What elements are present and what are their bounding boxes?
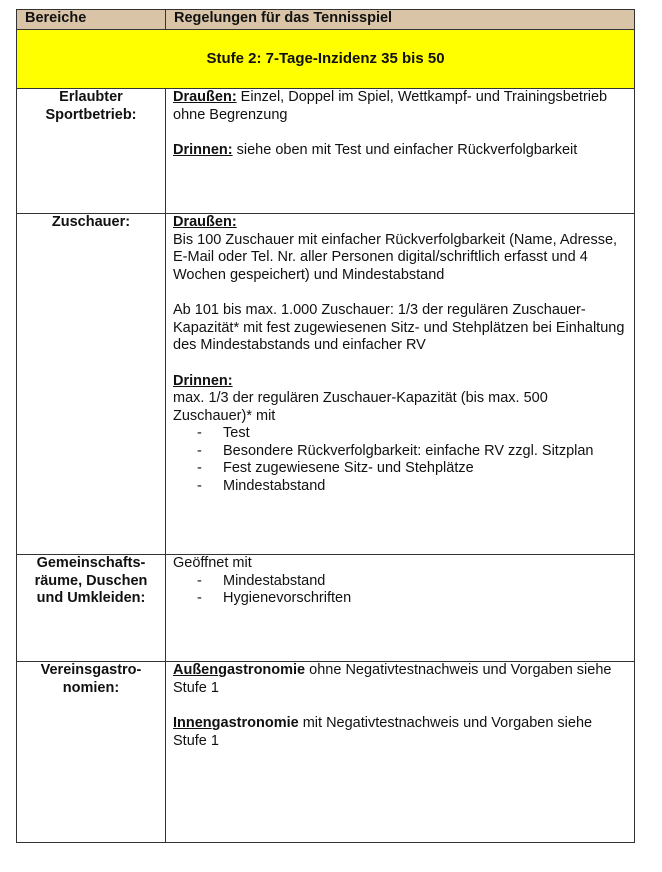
header-bereiche: Bereiche [17,10,166,30]
outdoor-gastro-bold: gastronomie [218,662,306,678]
row-content-vereinsgastronomien [166,662,635,843]
outdoor-heading: Draußen: [173,89,237,105]
row-content-zuschauer [166,214,635,555]
intro-text: Geöffnet mit [173,555,252,571]
outdoor-gastro-prefix: Außen [173,662,219,678]
outdoor-paragraph-1: Bis 100 Zuschauer mit einfacher Rückverfolgbarkeit (Name, Adresse, E-Mail oder Tel. Nr. aller Personen digital/schriftlich erfasst und 4 Wochen gespeichert) und Mindestabstand [173,231,618,283]
indoor-text: max. 1/3 der regulären Zuschauer-Kapazität (bis max. 500 Zuschauer)* mit [173,390,548,424]
list-item: - Hygienevorschriften [197,590,627,608]
row-label-vereinsgastronomien: Vereinsgastro-nomien: [17,662,166,843]
list-item: - Besondere Rückverfolgbarkeit: einfache RV zzgl. Sitzplan [197,443,627,461]
indoor-text: siehe oben mit Test und einfacher Rückverfolgbarkeit [232,142,578,158]
stage-title: Stufe 2: 7-Tage-Inzidenz 35 bis 50 [17,30,635,89]
outdoor-text: Einzel, Doppel im Spiel, Wettkampf- und Trainingsbetrieb ohne Begrenzung [173,89,608,123]
outdoor-paragraph-2: Ab 101 bis max. 1.000 Zuschauer: 1/3 der regulären Zuschauer-Kapazität* mit fest zugewiesenen Sitz- und Stehplätzen bei Einhaltung des Mindestabstands und einfacher RV [173,302,625,353]
list-item: - Mindestabstand [197,478,627,496]
row-content-sportbetrieb [166,89,635,214]
indoor-gastro-bold: gastronomie [211,715,299,731]
table-row [17,662,635,843]
rules-table [16,9,635,843]
list-item: - Fest zugewiesene Sitz- und Stehplätze [197,460,627,478]
table-row [17,555,635,662]
list-item: - Test [197,425,627,443]
indoor-gastro-prefix: Innen [173,715,212,731]
outdoor-gastro-text: ohne Negativtestnachweis und Vorgaben siehe Stufe 1 [173,662,612,696]
indoor-gastro-text: mit Negativtestnachweis und Vorgaben siehe Stufe 1 [173,715,593,749]
indoor-heading: Drinnen: [173,372,233,389]
table-row [17,89,635,214]
stage-row [17,30,635,89]
list-item: - Mindestabstand [197,573,627,591]
indoor-list [173,425,627,495]
row-content-gemeinschaftsraeume [166,555,635,662]
outdoor-heading: Draußen: [173,214,237,230]
row-label-gemeinschaftsraeume: Gemeinschafts-räume, Duschen und Umkleiden: [17,555,166,662]
row-label-zuschauer: Zuschauer: [17,214,166,555]
header-regelungen: Regelungen für das Tennisspiel [166,10,635,30]
table-row [17,214,635,555]
table-header-row [17,10,635,30]
rooms-list [173,573,627,608]
indoor-heading: Drinnen: [173,142,233,158]
row-label-sportbetrieb: Erlaubter Sportbetrieb: [17,89,166,214]
